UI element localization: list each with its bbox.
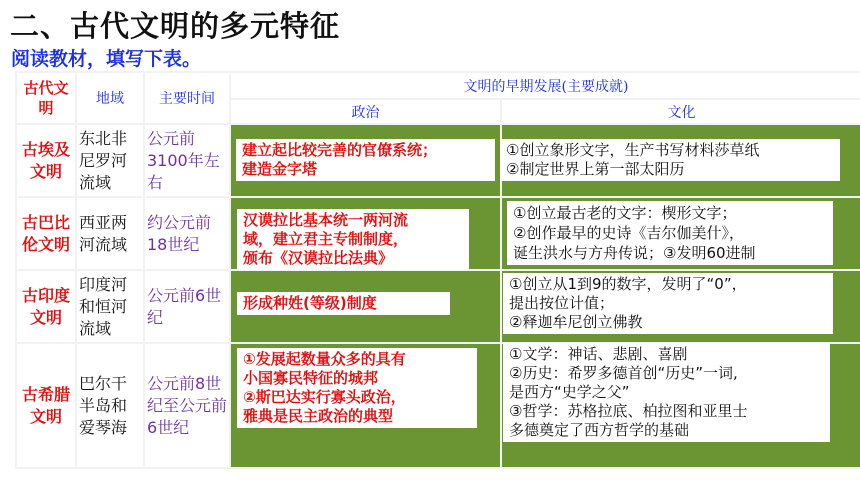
culture-box-india: ①创立从1到9的数字，发明了“0”， 提出按位计值； ②释迦牟尼创立佛教: [503, 273, 833, 334]
header-culture: 文化: [501, 99, 860, 124]
politics-box-greece: ①发展起数量众多的具有 小国寡民特征的城邦 ②斯巴达实行寡头政治， 雅典是民主政治的典型: [237, 348, 477, 428]
section-heading: 二、古代文明的多元特征: [10, 9, 341, 43]
culture-box-egypt: ①创立象形文字，生产书写材料莎草纸 ②制定世界上第一部太阳历: [500, 139, 840, 181]
header-region: 地域: [76, 72, 144, 124]
region-egypt: 东北非尼罗河流域: [76, 124, 144, 197]
region-india: 印度河和恒河流域: [76, 270, 144, 343]
civ-name-india: 古印度文明: [16, 270, 76, 343]
header-civ: 古代文明: [16, 72, 76, 124]
time-egypt: 公元前3100年左右: [144, 124, 230, 197]
civ-name-babylon: 古巴比伦文明: [16, 197, 76, 270]
header-row-top: [16, 72, 860, 99]
instruction-text: 阅读教材，填写下表。: [11, 48, 202, 70]
region-babylon: 西亚两河流域: [76, 197, 144, 270]
culture-box-greece: ①文学：神话、悲剧、喜剧 ②历史：希罗多德首创“历史”一词, 是西方“史学之父” ③哲学：苏格拉底、柏拉图和亚里士 多德奠定了西方哲学的基础: [503, 343, 830, 442]
header-time: 主要时间: [144, 72, 230, 124]
civ-name-greece: 古希腊文明: [16, 343, 76, 468]
time-babylon: 约公元前18世纪: [144, 197, 230, 270]
time-india: 公元前6世纪: [144, 270, 230, 343]
time-greece: 公元前8世纪至公元前6世纪: [144, 343, 230, 468]
politics-box-babylon: 汉谟拉比基本统一两河流 域，建立君主专制制度， 颁布《汉谟拉比法典》: [237, 209, 469, 270]
culture-box-babylon: ①创立最古老的文字：楔形文字； ②创作最早的史诗《吉尔伽美什》， 诞生洪水与方舟传说；③发明60进制: [507, 201, 833, 265]
header-politics: 政治: [230, 99, 501, 124]
region-greece: 巴尔干半岛和爱琴海: [76, 343, 144, 468]
politics-box-india: 形成种姓(等级)制度: [237, 292, 450, 315]
civ-name-egypt: 古埃及文明: [16, 124, 76, 197]
header-achievements: 文明的早期发展(主要成就): [230, 72, 860, 99]
politics-box-egypt: 建立起比较完善的官僚系统； 建造金字塔: [236, 139, 495, 181]
